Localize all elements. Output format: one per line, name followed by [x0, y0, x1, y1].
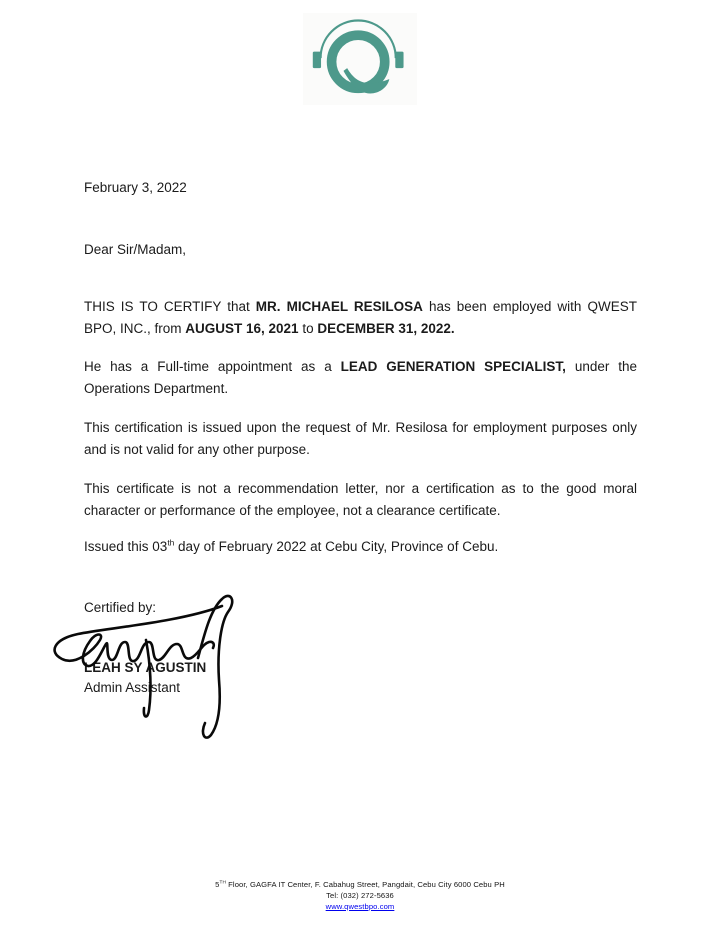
- certified-by-label: Certified by:: [84, 600, 157, 615]
- signatory-title: Admin Assistant: [84, 680, 181, 695]
- signatory-name: LEAH SY AGUSTIN: [84, 660, 207, 675]
- footer-telephone: Tel: (032) 272-5636: [326, 891, 394, 900]
- footer-address: 5TH Floor, GAGFA IT Center, F. Cabahug Street, Pangdait, Cebu City 6000 Cebu PH: [215, 879, 505, 889]
- letter-paragraph-appointment: He has a Full-time appointment as a LEAD GENERATION SPECIALIST, under the Operations Department.: [84, 359, 638, 396]
- letter-paragraph-disclaimer: This certificate is not a recommendation letter, nor a certification as to the good moral character or performance of the employee, not a clearance certificate.: [84, 481, 637, 518]
- qwest-logo: [303, 13, 417, 105]
- letter-greeting: Dear Sir/Madam,: [84, 242, 187, 257]
- letter-issued-line: Issued this 03th day of February 2022 at Cebu City, Province of Cebu.: [84, 537, 499, 554]
- letter-date: February 3, 2022: [84, 180, 187, 195]
- letter-paragraph-certify: THIS IS TO CERTIFY that MR. MICHAEL RESILOSA has been employed with QWEST BPO, INC., from AUGUST 16, 2021 to DECEMBER 31, 2022.: [84, 299, 637, 336]
- letter-footer: [0, 879, 720, 912]
- q-headset-icon: [305, 15, 415, 103]
- letter-paragraph-purpose: This certification is issued upon the request of Mr. Resilosa for employment purposes only and is not valid for any other purpose.: [84, 420, 637, 457]
- footer-website-link[interactable]: www.qwestbpo.com: [325, 902, 395, 911]
